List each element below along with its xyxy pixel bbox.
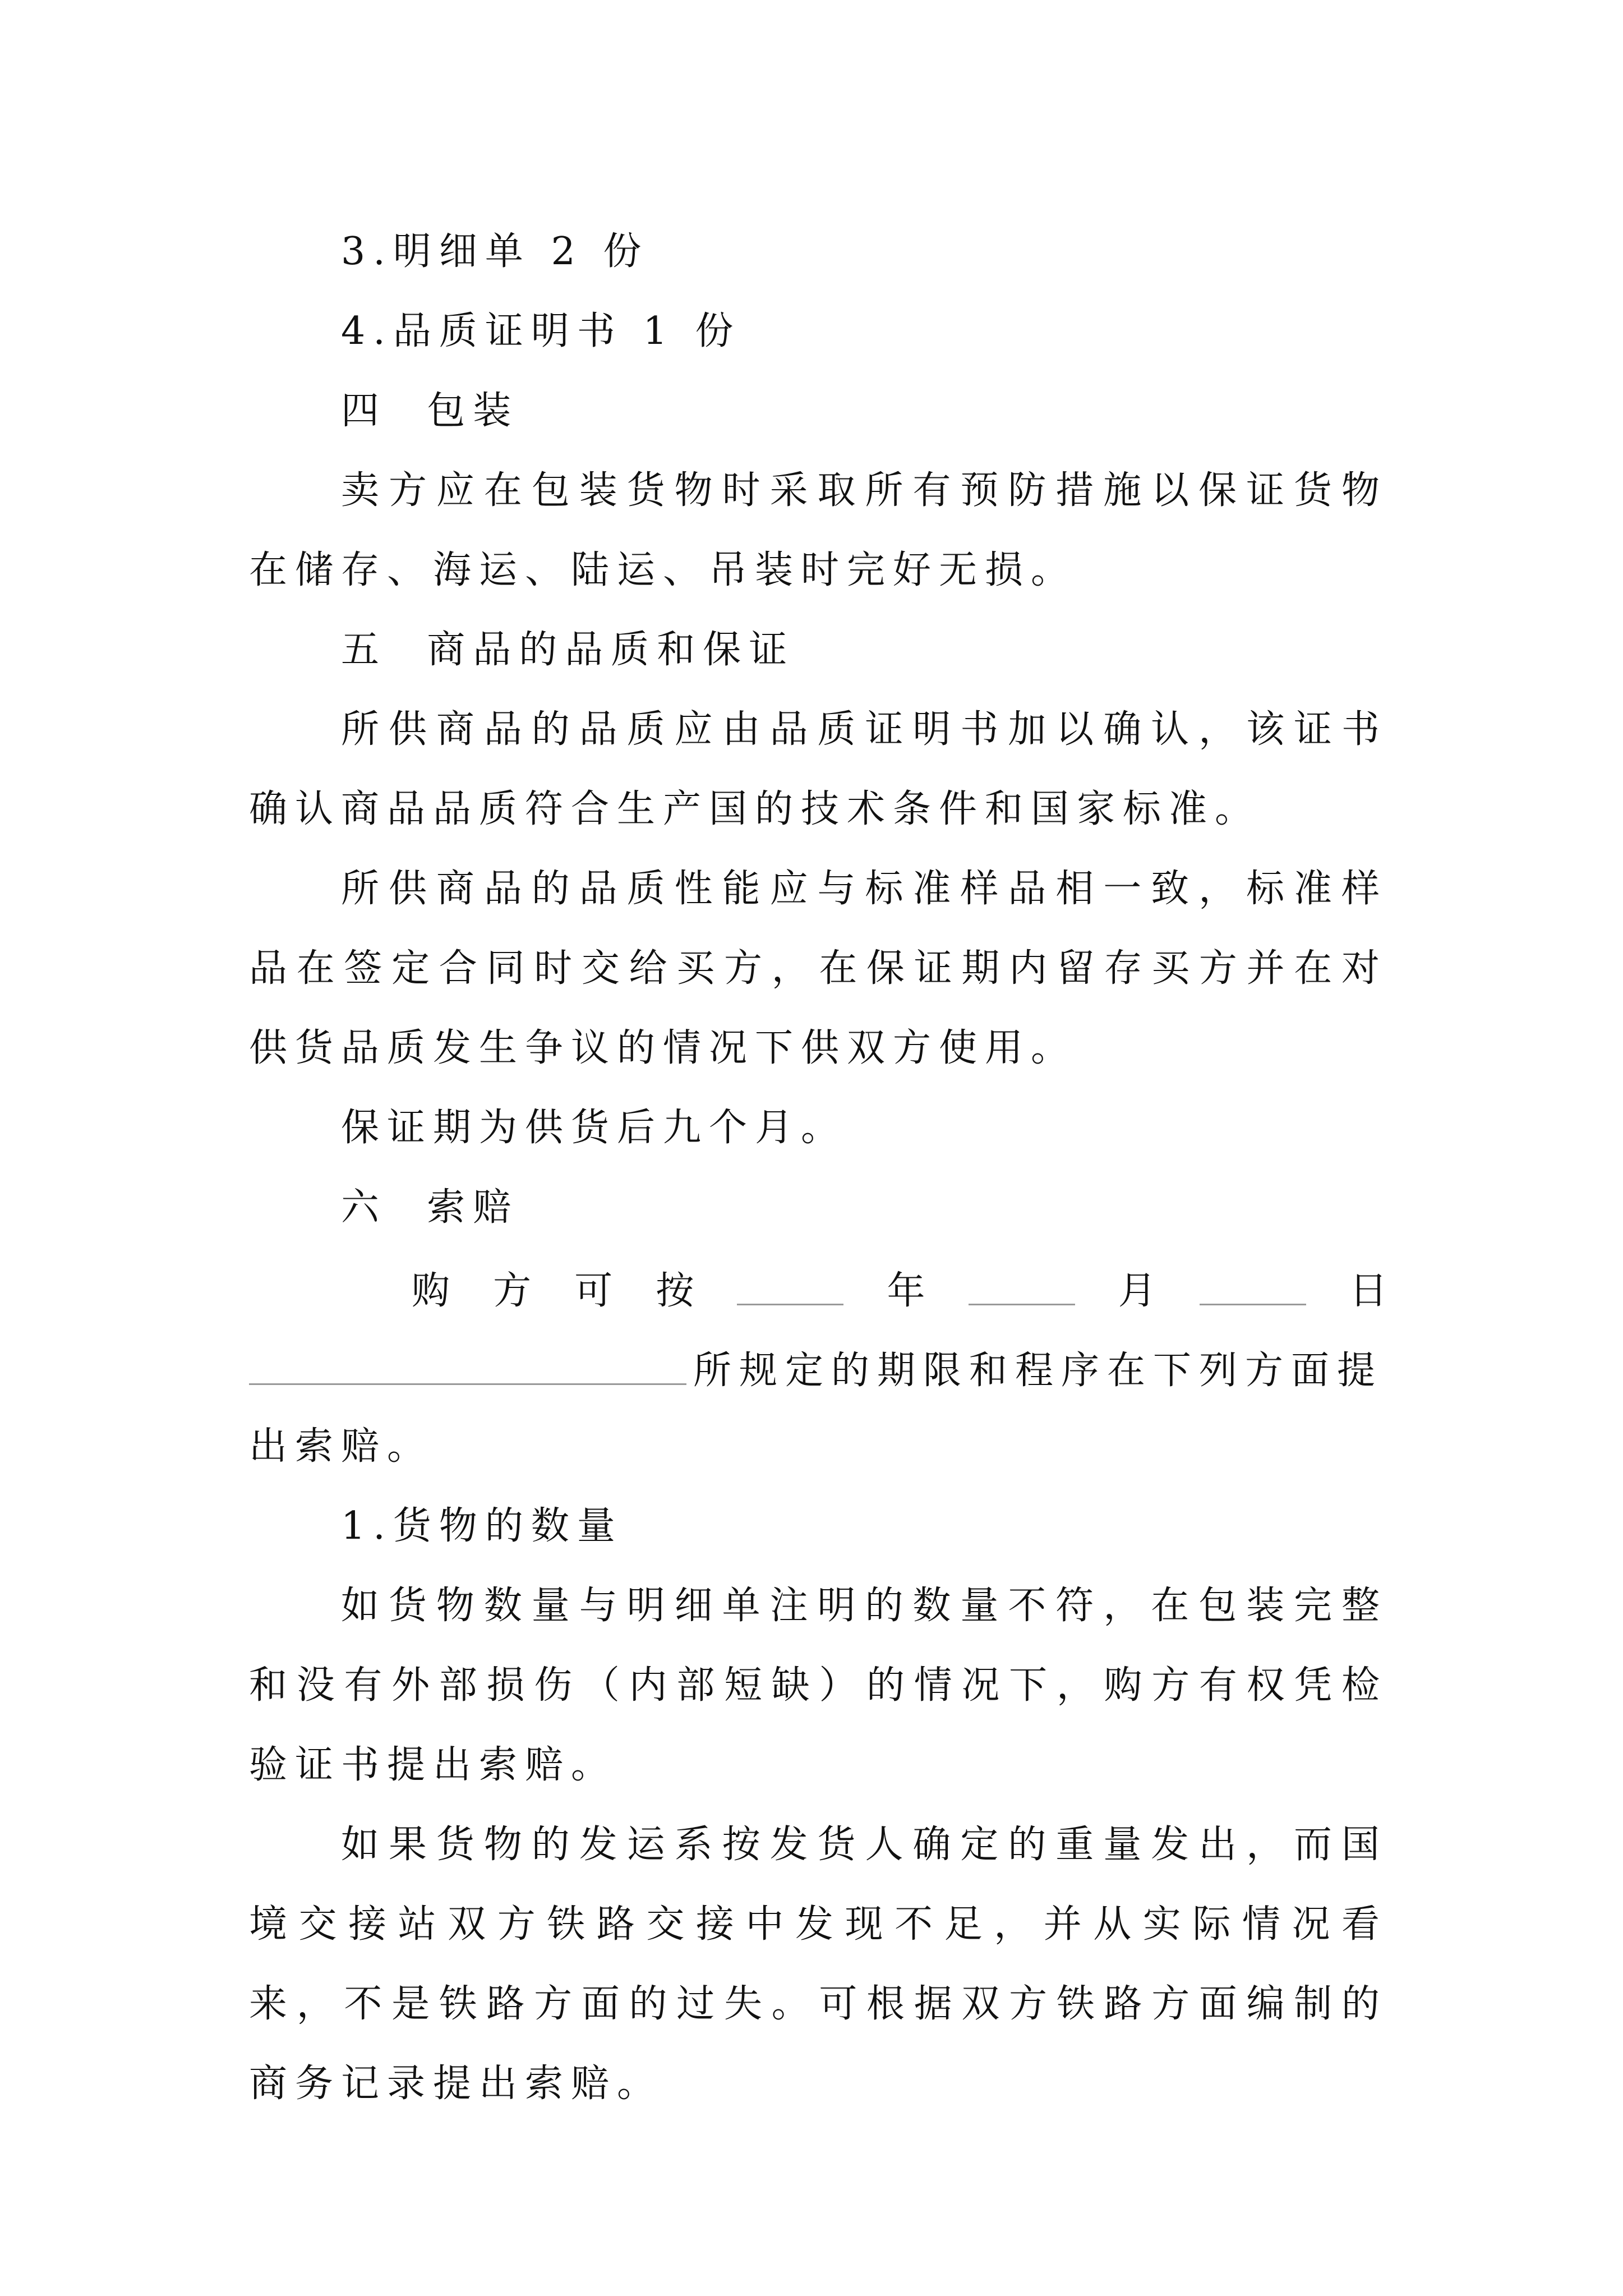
warranty-text: 保证期为供货后九个月。 (341, 1106, 847, 1150)
claim-terms-line (249, 1327, 1387, 1407)
claim-word: 购 (412, 1268, 450, 1313)
claim-word: 可 (574, 1268, 613, 1313)
list-item-quality-certificate (249, 292, 1387, 371)
month-blank-field[interactable] (969, 1270, 1075, 1305)
year-blank-field[interactable] (737, 1270, 843, 1305)
section-heading-packaging (249, 371, 1387, 451)
month-label: 月 (1118, 1268, 1156, 1313)
section-heading-claims (249, 1168, 1387, 1248)
claim-tail-text: 出索赔。 (249, 1424, 434, 1469)
list-item-text: 3.明细单 2 份 (341, 229, 649, 274)
section-heading-quality (249, 610, 1387, 690)
section-heading-text: 五 商品的品质和保证 (341, 628, 795, 672)
paragraph-warranty (249, 1088, 1387, 1168)
claim-terms-text: 所规定的期限和程序在下列方面提 (693, 1348, 1384, 1393)
paragraph-quality-sample: 所供商品的品质性能应与标准样品相一致，标准样品在签定合同时交给买方，在保证期内留存买方并在对供货品质发生争议的情况下供双方使用。 (249, 867, 1387, 1070)
paragraph-railway-claim: 如果货物的发运系按发货人确定的重量发出，而国境交接站双方铁路交接中发现不足，并从实际情况看来，不是铁路方面的过失。可根据双方铁路方面编制的商务记录提出索赔。 (249, 1823, 1387, 2106)
claim-date-line (249, 1248, 1387, 1327)
document-body (249, 212, 1387, 2124)
subsection-heading-text: 1.货物的数量 (341, 1504, 623, 1548)
subsection-heading-quantity (249, 1487, 1387, 1566)
paragraph-quality-certificate: 所供商品的品质应由品质证明书加以确认，该证书确认商品品质符合生产国的技术条件和国家标准。 (249, 707, 1387, 831)
terms-blank-field[interactable] (249, 1350, 686, 1385)
section-heading-text: 四 包装 (341, 389, 519, 433)
year-label: 年 (887, 1268, 925, 1313)
paragraph-quantity-claim: 如货物数量与明细单注明的数量不符，在包装完整和没有外部损伤（内部短缺）的情况下，购方有权凭检验证书提出索赔。 (249, 1584, 1387, 1787)
claim-terms-tail (249, 1407, 1387, 1487)
claim-word: 按 (656, 1268, 694, 1313)
paragraph-packaging: 卖方应在包装货物时采取所有预防措施以保证货物在储存、海运、陆运、吊装时完好无损。 (249, 468, 1387, 592)
claim-word: 方 (493, 1268, 532, 1313)
list-item-detail-sheet (249, 212, 1387, 292)
day-label: 日 (1349, 1268, 1387, 1313)
section-heading-text: 六 索赔 (341, 1185, 519, 1230)
list-item-text: 4.品质证明书 1 份 (341, 309, 741, 353)
day-blank-field[interactable] (1200, 1270, 1306, 1305)
